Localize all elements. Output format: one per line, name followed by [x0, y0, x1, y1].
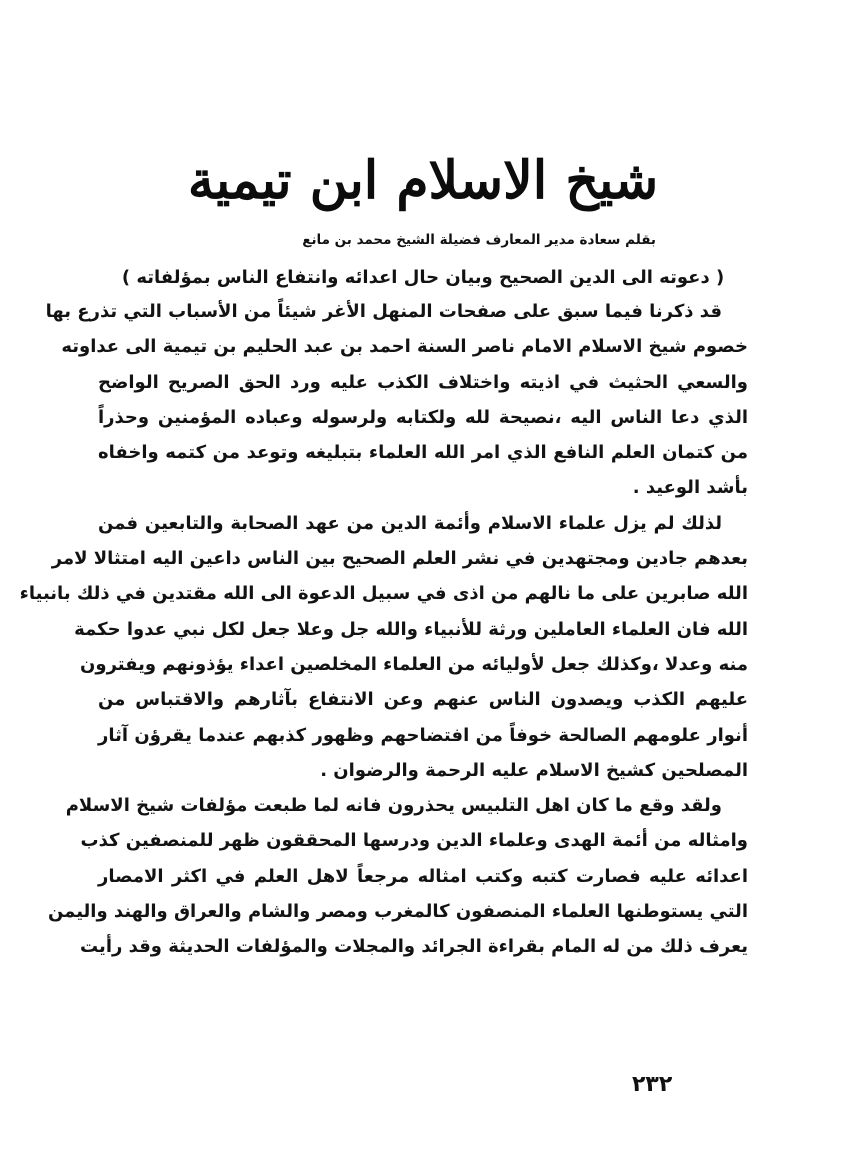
text-line: عليهم الكذب ويصدون الناس عنهم وعن الانتفاع بآثارهم والاقتباس من: [98, 689, 748, 711]
text-line: التي يستوطنها العلماء المنصفون كالمغرب ومصر والشام والعراق والهند واليمن: [47, 901, 748, 923]
text-line: أنوار علومهم الصالحة خوفاً من افتضاحهم وظهور كذبهم عندما يقرؤن آثار: [98, 724, 748, 746]
article-body: [19, 262, 748, 965]
text-line: بأشد الوعيد .: [632, 477, 748, 499]
page-number: ٢٣٢: [632, 1072, 673, 1097]
paragraph-3: [47, 788, 748, 964]
text-line: اعدائه عليه فصارت كتبه وكتب امثاله مرجعاً لاهل العلم في اكثر الامصار: [98, 865, 748, 887]
text-line: قد ذكرنا فيما سبق على صفحات المنهل الأغر شيئاً من الأسباب التي تذرع بها: [45, 301, 722, 322]
text-line: الله فان العلماء العاملين ورثة للأنبياء والله جل وعلا جعل لكل نبي عدوا حكمة: [74, 618, 748, 640]
paragraph-2: [19, 506, 748, 788]
text-line: والسعي الحثيث في اذيته واختلاف الكذب عليه ورد الحق الصريح الواضح: [98, 371, 748, 393]
text-line: منه وعدلا ،وكذلك جعل لأوليائه من العلماء المخلصين اعداء يؤذونهم ويفترون: [80, 653, 748, 675]
text-line: لذلك لم يزل علماء الاسلام وأئمة الدين من عهد الصحابة والتابعين فمن: [98, 512, 722, 534]
paragraph-1: [45, 294, 748, 506]
text-line: خصوم شيخ الاسلام الامام ناصر السنة احمد بن عبد الحليم بن تيمية الى عداوته: [61, 336, 748, 358]
text-line: وامثاله من أئمة الهدى وعلماء الدين ودرسها المحققون ظهر للمنصفين كذب: [80, 830, 748, 852]
text-line: يعرف ذلك من له المام بقراءة الجرائد والمجلات والمؤلفات الحديثة وقد رأيت: [80, 936, 748, 958]
article-subtitle: ( دعوته الى الدين الصحيح وبيان حال اعدائه وانتفاع الناس بمؤلفاته ): [121, 267, 725, 288]
text-line: المصلحين كشيخ الاسلام عليه الرحمة والرضوان .: [320, 759, 748, 781]
text-line: الله صابرين على ما نالهم من اذى في سبيل الدعوة الى الله مقتدين في ذلك بانبياء: [19, 583, 748, 605]
article-byline: بقلم سعادة مدير المعارف فضيلة الشيخ محمد بن مانع: [302, 232, 656, 248]
text-line: من كتمان العلم النافع الذي امر الله العلماء بتبليغه وتوعد من كتمه واخفاه: [98, 442, 748, 464]
text-line: الذي دعا الناس اليه ،نصيحة لله ولكتابه ولرسوله وعباده المؤمنين وحذراً: [98, 406, 748, 428]
text-line: بعدهم جادين ومجتهدين في نشر العلم الصحيح بين الناس داعين اليه امتثالا لامر: [51, 548, 748, 570]
text-line: ولقد وقع ما كان اهل التلبيس يحذرون فانه لما طبعت مؤلفات شيخ الاسلام: [65, 795, 722, 817]
article-title: شيخ الاسلام ابن تيمية: [187, 150, 659, 211]
